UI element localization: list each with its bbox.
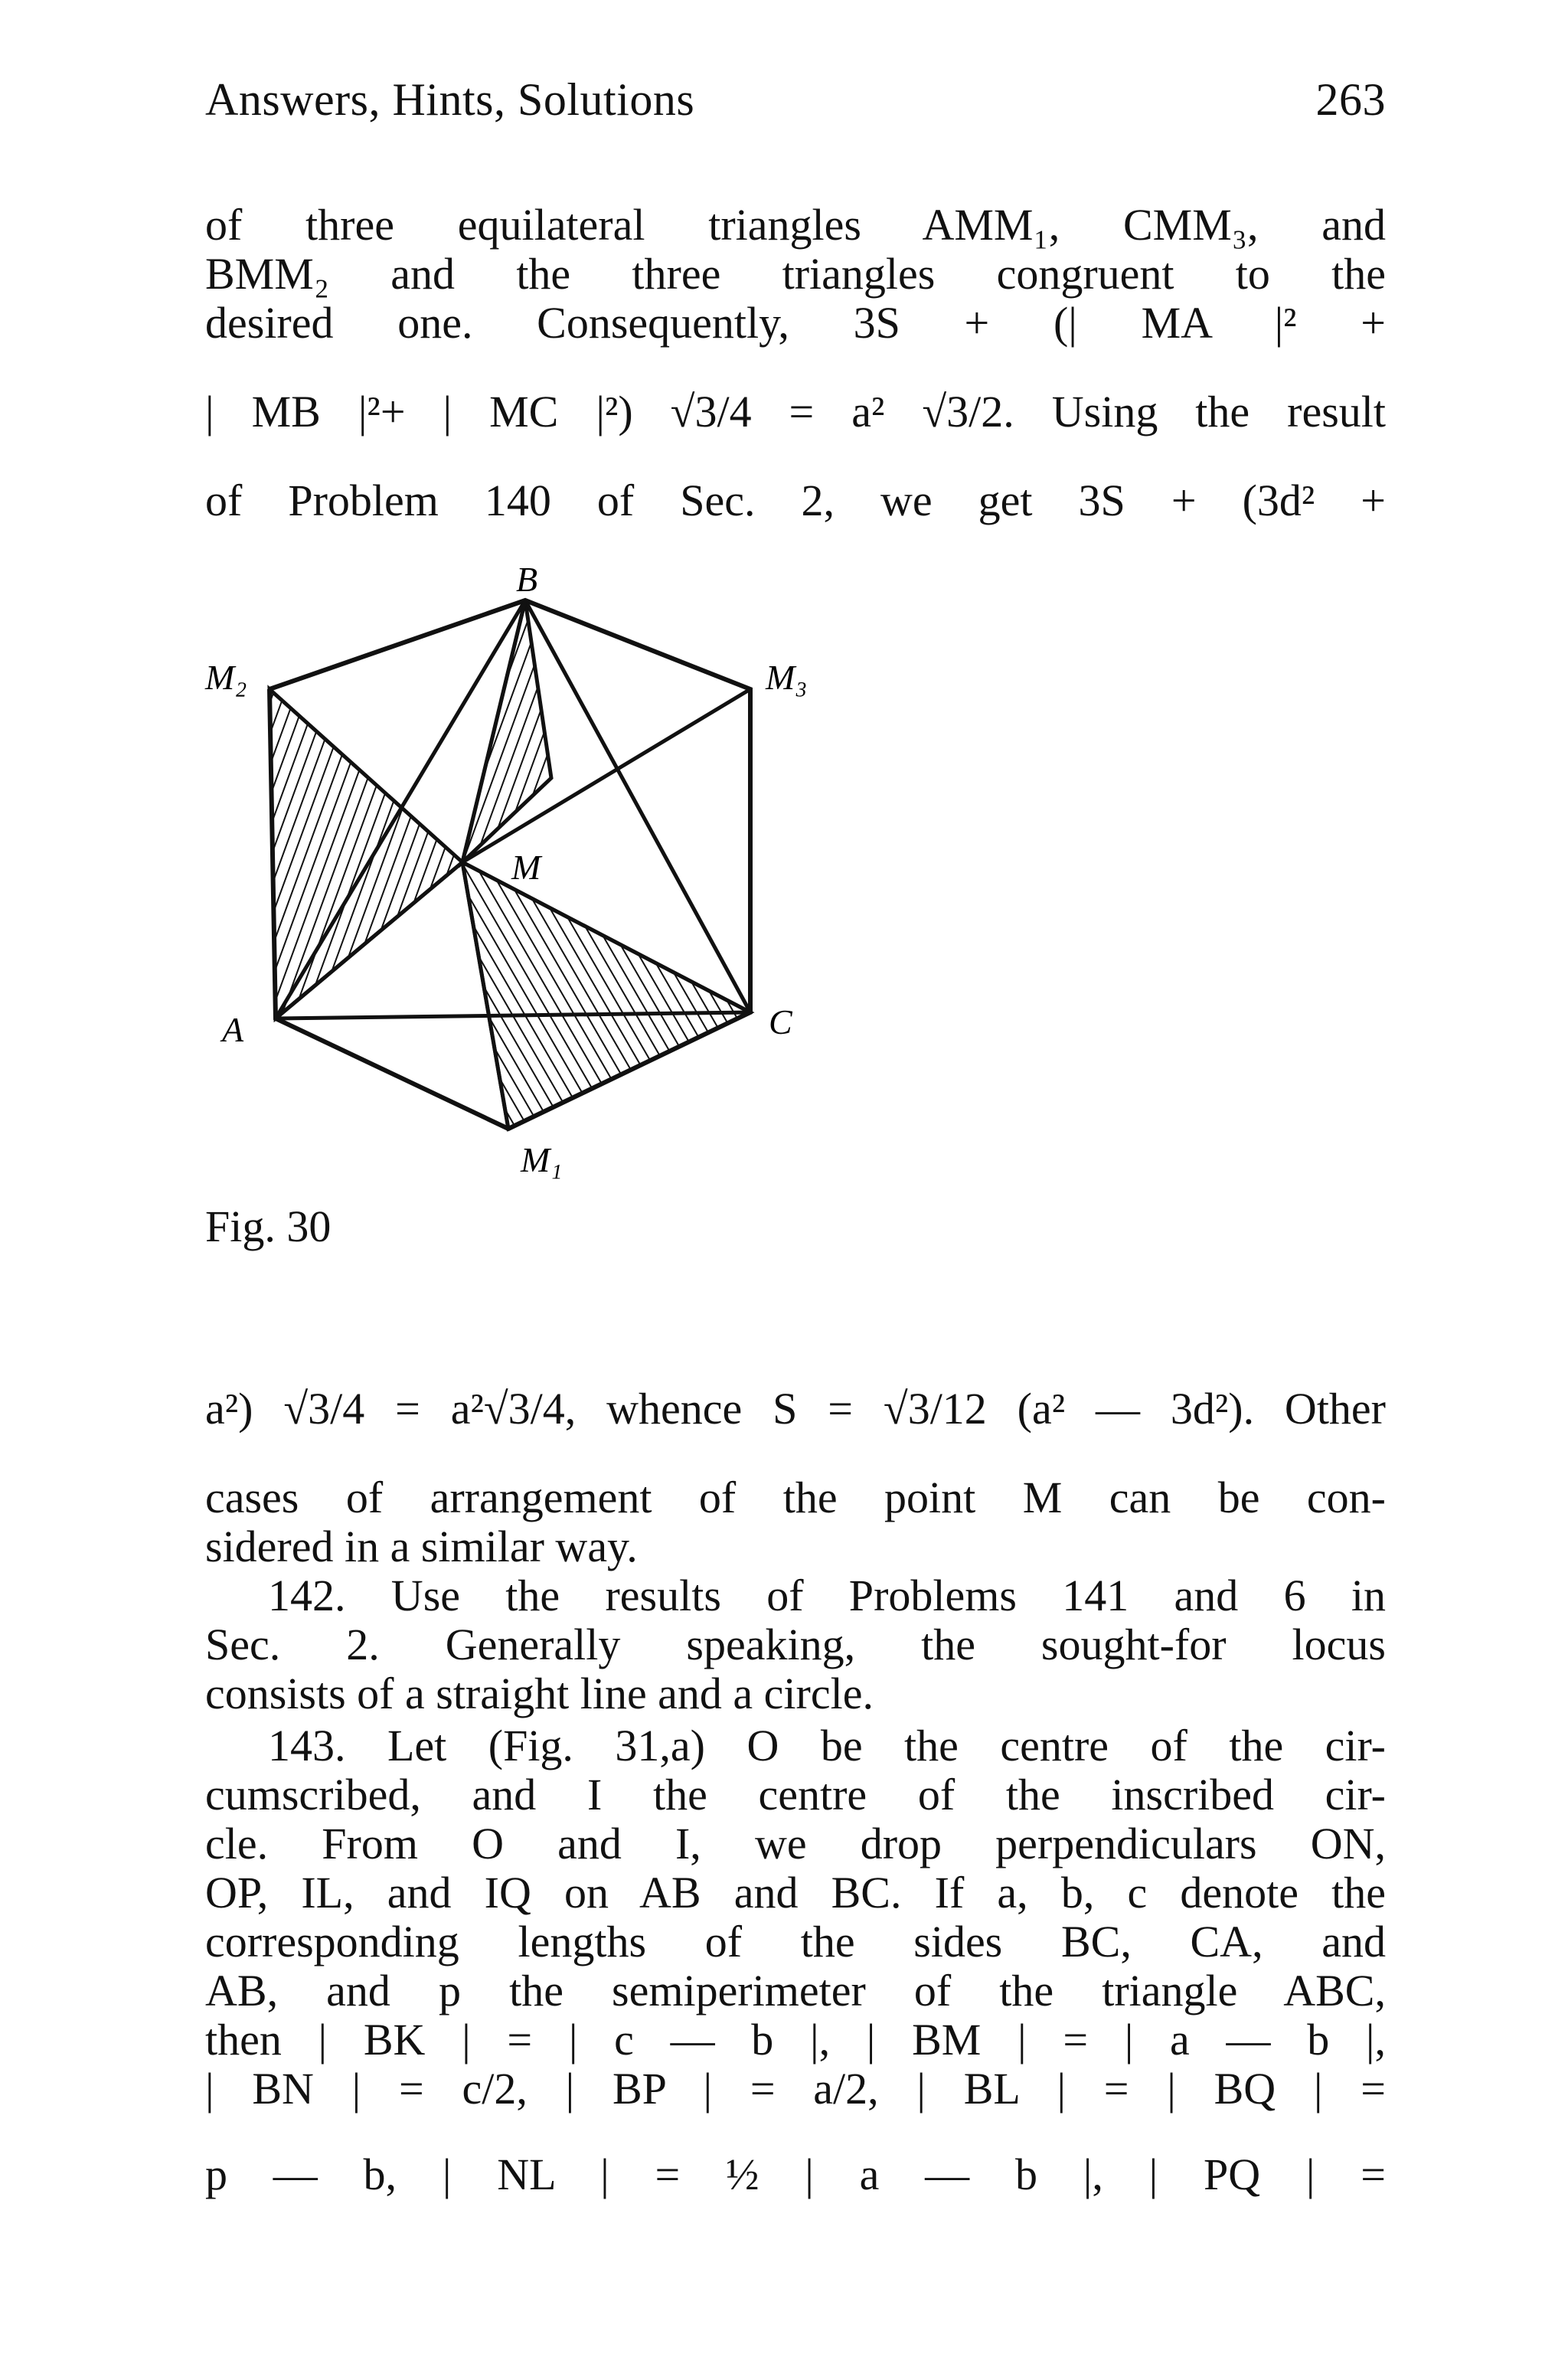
hatched-triangle-b (462, 600, 551, 862)
label-C: C (769, 1002, 792, 1041)
label-M1: M₁ (521, 1140, 563, 1179)
label-A: A (222, 1010, 244, 1049)
text-line: Sec. 2. Generally speaking, the sought-for locus (205, 1620, 1386, 1669)
label-M2: M₂ (205, 658, 247, 697)
text-line: OP, IL, and IQ on AB and BC. If a, b, c denote the (205, 1868, 1386, 1917)
text-line: cle. From O and I, we drop perpendiculars ON, (205, 1819, 1386, 1868)
label-B: B (516, 560, 538, 599)
text-line: 143. Let (Fig. 31,a) O be the centre of the cir- (268, 1721, 1386, 1770)
text-line: desired one. Consequently, 3S + (| MA |² + (205, 298, 1386, 348)
text-line: of Problem 140 of Sec. 2, we get 3S + (3d² + (205, 476, 1386, 525)
hatched-triangle-a (270, 689, 462, 1018)
text-line: AB, and p the semiperimeter of the triangle ABC, (205, 1966, 1386, 2015)
text-line: 142. Use the results of Problems 141 and 6 in (268, 1571, 1386, 1620)
text-line: | BN | = c/2, | BP | = a/2, | BL | = | BQ | = (205, 2064, 1386, 2114)
text-line: then | BK | = | c — b |, | BM | = | a — b |, (205, 2015, 1386, 2065)
text-line: corresponding lengths of the sides BC, CA, and (205, 1917, 1386, 1966)
text-line: cases of arrangement of the point M can be con- (205, 1473, 1386, 1522)
text-line: consists of a straight line and a circle. (205, 1669, 874, 1718)
text-line: BMM₂ and the three triangles congruent to the (205, 249, 1386, 299)
text-line: cumscribed, and I the centre of the inscribed cir- (205, 1770, 1386, 1819)
text-line: a²) √3/4 = a²√3/4, whence S = √3/12 (a² — 3d²). Other (205, 1384, 1386, 1434)
figure-caption: Fig. 30 (205, 1201, 332, 1251)
label-M3: M₃ (766, 658, 808, 697)
running-header-title: Answers, Hints, Solutions (205, 74, 695, 125)
label-M: M (511, 848, 541, 887)
figure-30 (191, 551, 1003, 1179)
text-line: of three equilateral triangles AMM₁, CMM₃, and (205, 200, 1386, 250)
text-line: p — b, | NL | = ½ | a — b |, | PQ | = (205, 2150, 1386, 2199)
page-number: 263 (1315, 74, 1386, 125)
hatched-triangle-c (462, 862, 750, 1129)
text-line: | MB |²+ | MC |²) √3/4 = a² √3/2. Using the result (205, 387, 1386, 436)
text-line: sidered in a similar way. (205, 1522, 638, 1571)
